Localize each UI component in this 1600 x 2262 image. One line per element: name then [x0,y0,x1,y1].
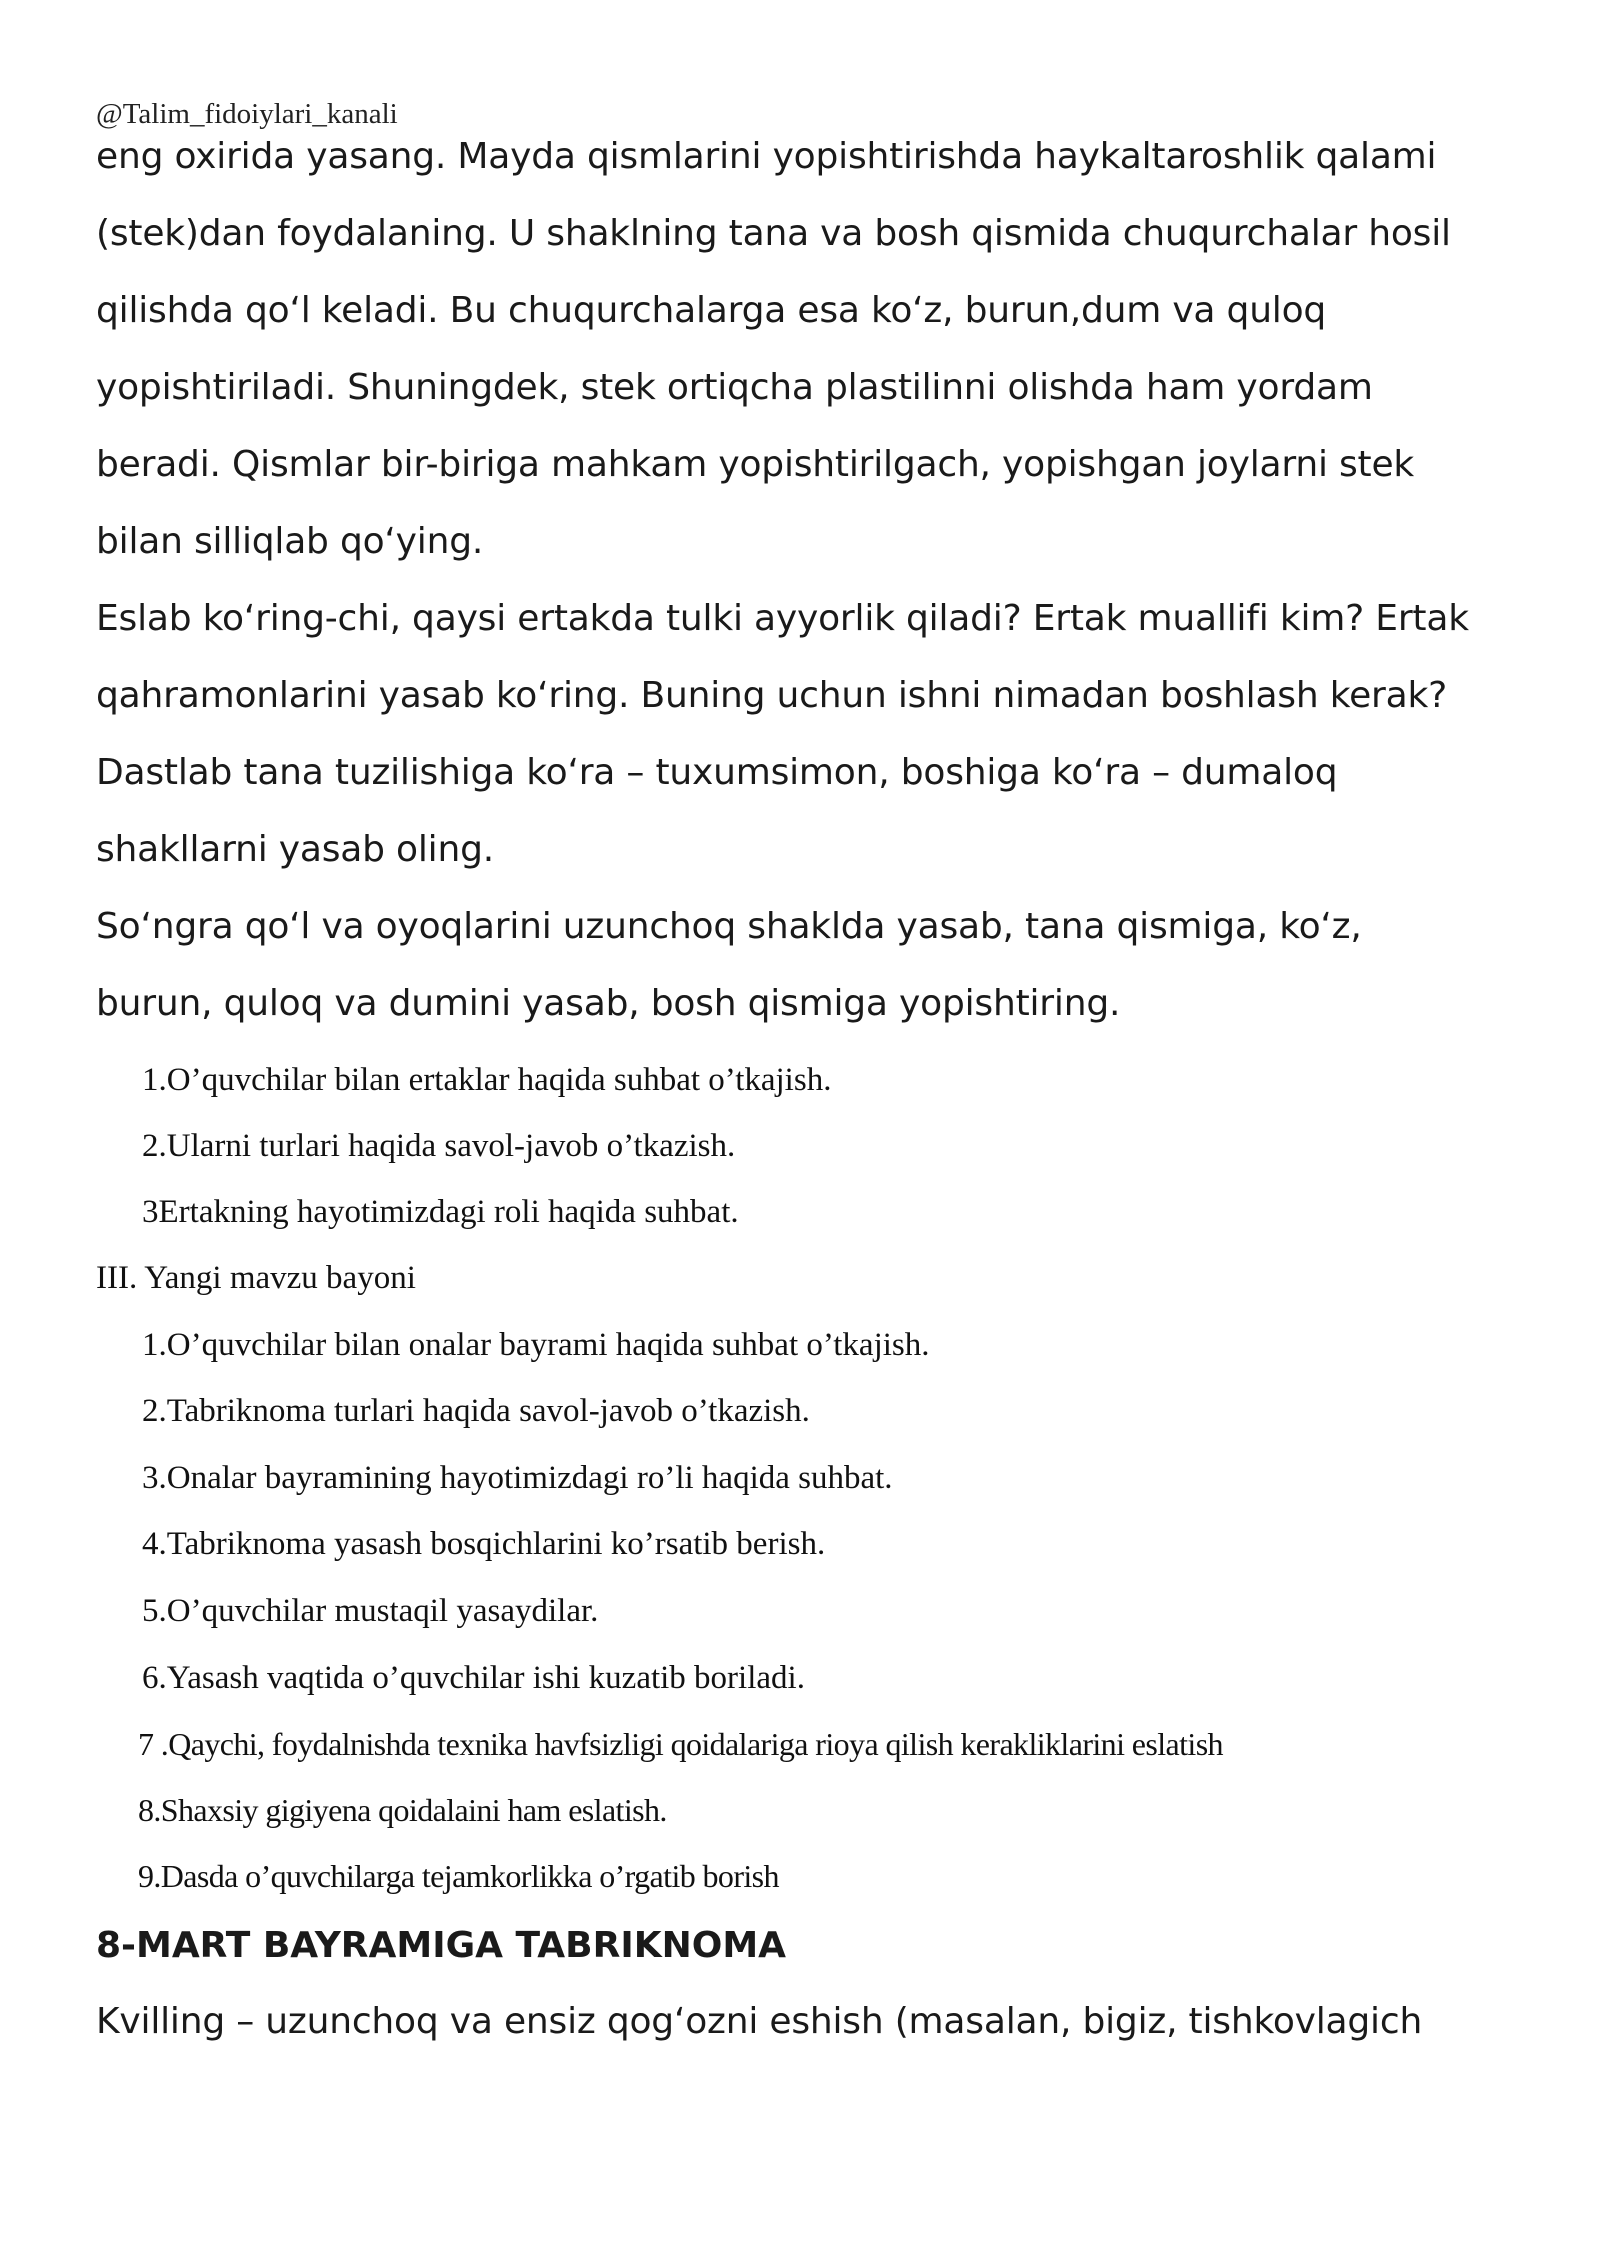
paragraph-line: (stek)dan foydalaning. U shaklning tana va bosh qismida chuqurchalar hosil [96,213,1451,254]
paragraph-line: So‘ngra qo‘l va oyoqlarini uzunchoq shaklda yasab, tana qismiga, ko‘z, [96,906,1362,947]
list-item: 1.O’quvchilar bilan onalar bayrami haqida suhbat o’tkajish. [142,1327,930,1363]
paragraph-line: beradi. Qismlar bir-biriga mahkam yopishtirilgach, yopishgan joylarni stek [96,444,1415,485]
paragraph-line: bilan silliqlab qo‘ying. [96,521,484,562]
list-item: 1.O’quvchilar bilan ertaklar haqida suhbat o’tkajish. [142,1062,832,1098]
channel-watermark: @Talim_fidoiylari_kanali [96,98,398,130]
paragraph-line: qilishda qo‘l keladi. Bu chuqurchalarga esa ko‘z, burun,dum va quloq [96,290,1327,331]
list-item: 2.Tabriknoma turlari haqida savol-javob o’tkazish. [142,1393,810,1429]
list-item: 7 .Qaychi, foydalnishda texnika havfsizligi qoidalariga rioya qilish kerakliklarini eslatish [138,1726,1223,1762]
paragraph-line: Kvilling – uzunchoq va ensiz qog‘ozni eshish (masalan, bigiz, tishkovlagich [96,2001,1423,2042]
paragraph-line: Dastlab tana tuzilishiga ko‘ra – tuxumsimon, boshiga ko‘ra – dumaloq [96,752,1338,793]
list-item: 9.Dasda o’quvchilarga tejamkorlikka o’rgatib borish [138,1858,779,1894]
list-item: 5.O’quvchilar mustaqil yasaydilar. [142,1593,599,1629]
paragraph-line: shakllarni yasab oling. [96,829,494,870]
list-item: 2.Ularni turlari haqida savol-javob o’tkazish. [142,1128,736,1164]
paragraph-line: burun, quloq va dumini yasab, bosh qismiga yopishtiring. [96,983,1121,1024]
paragraph-line: eng oxirida yasang. Mayda qismlarini yopishtirishda haykaltaroshlik qalami [96,136,1437,177]
list-item: 3.Onalar bayramining hayotimizdagi ro’li haqida suhbat. [142,1460,893,1496]
list-item: 6.Yasash vaqtida o’quvchilar ishi kuzatib boriladi. [142,1660,805,1696]
section-title: 8-MART BAYRAMIGA TABRIKNOMA [96,1925,787,1966]
paragraph-line: yopishtiriladi. Shuningdek, stek ortiqcha plastilinni olishda ham yordam [96,367,1373,408]
list-item: 4.Tabriknoma yasash bosqichlarini ko’rsatib berish. [142,1526,826,1562]
list-item: 3Ertakning hayotimizdagi roli haqida suhbat. [142,1194,739,1230]
paragraph-line: Eslab ko‘ring-chi, qaysi ertakda tulki ayyorlik qiladi? Ertak muallifi kim? Ertak [96,598,1469,639]
paragraph-line: qahramonlarini yasab ko‘ring. Buning uchun ishni nimadan boshlash kerak? [96,675,1448,716]
section-heading: III. Yangi mavzu bayoni [96,1260,416,1296]
list-item: 8.Shaxsiy gigiyena qoidalaini ham eslatish. [138,1792,667,1828]
